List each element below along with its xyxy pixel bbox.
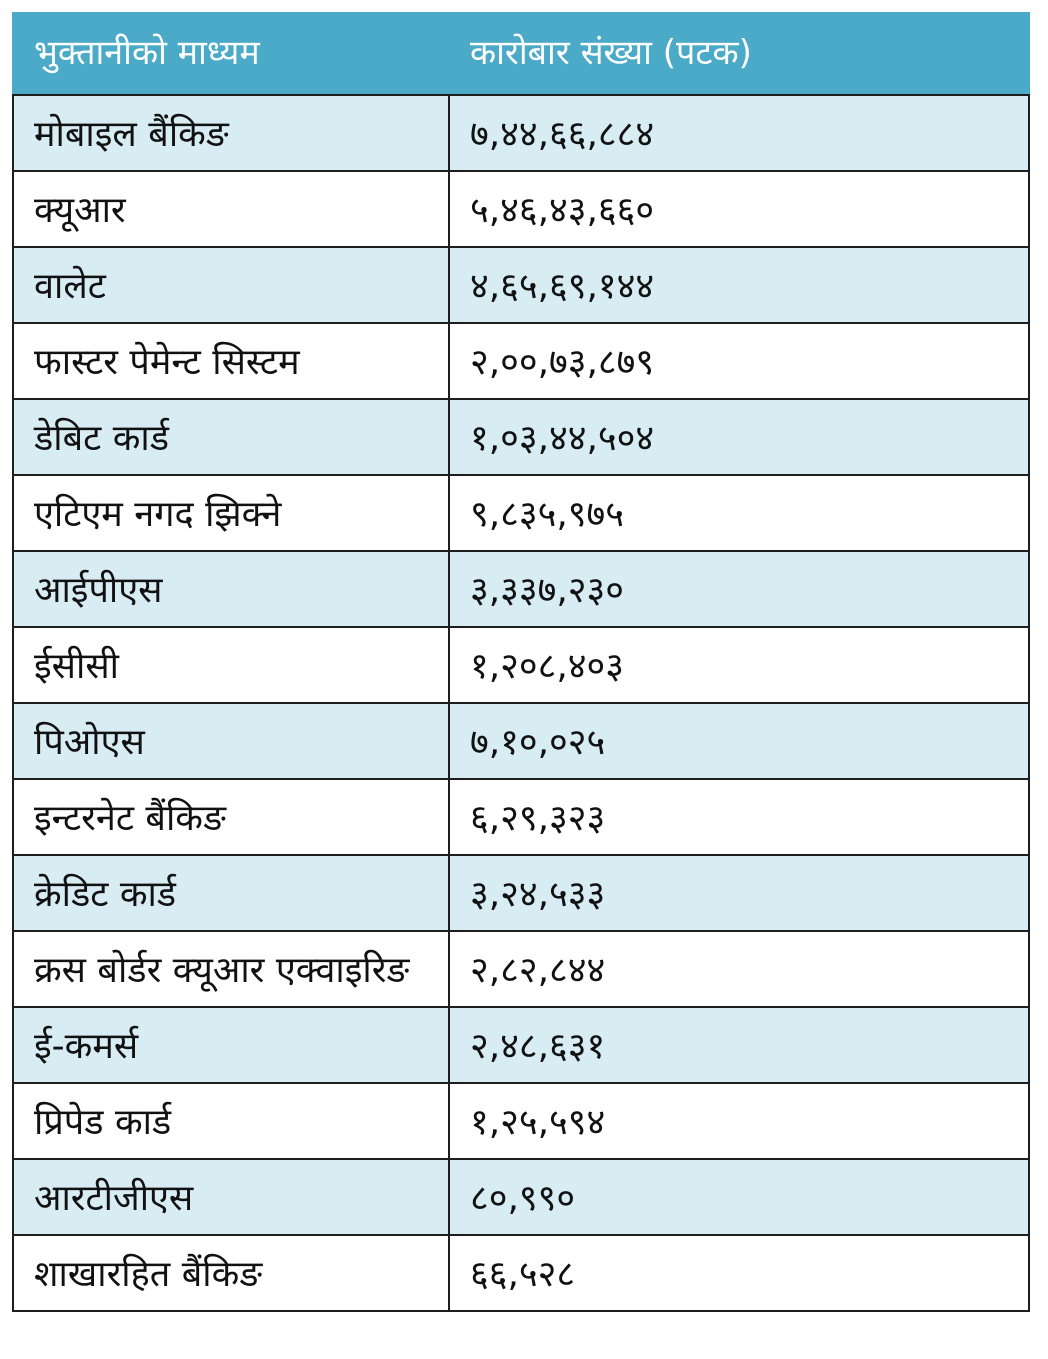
table-row [13, 247, 1029, 323]
payment-method-cell: क्रेडिट कार्ड [13, 855, 449, 931]
transaction-count-cell: ९,८३५,९७५ [449, 475, 1029, 551]
table-row [13, 931, 1029, 1007]
table-row [13, 475, 1029, 551]
table-row [13, 551, 1029, 627]
payment-method-cell: प्रिपेड कार्ड [13, 1083, 449, 1159]
payment-transactions-table-wrapper [12, 12, 1028, 1312]
table-row [13, 1159, 1029, 1235]
payment-method-cell: क्रस बोर्डर क्यूआर एक्वाइरिङ [13, 931, 449, 1007]
payment-method-cell: ईसीसी [13, 627, 449, 703]
payment-method-cell: मोबाइल बैंकिङ [13, 95, 449, 171]
transaction-count-cell: ५,४६,४३,६६० [449, 171, 1029, 247]
transaction-count-cell: ७,१०,०२५ [449, 703, 1029, 779]
table-header [13, 13, 1029, 95]
transaction-count-cell: २,००,७३,८७९ [449, 323, 1029, 399]
transaction-count-cell: ३,३३७,२३० [449, 551, 1029, 627]
table-row [13, 703, 1029, 779]
table-row [13, 1007, 1029, 1083]
transaction-count-cell: ३,२४,५३३ [449, 855, 1029, 931]
transaction-count-cell: २,८२,८४४ [449, 931, 1029, 1007]
payment-method-cell: डेबिट कार्ड [13, 399, 449, 475]
payment-method-cell: शाखारहित बैंकिङ [13, 1235, 449, 1311]
payment-transactions-table [12, 12, 1030, 1312]
transaction-count-cell: १,०३,४४,५०४ [449, 399, 1029, 475]
payment-method-cell: आरटीजीएस [13, 1159, 449, 1235]
table-row [13, 1083, 1029, 1159]
payment-method-cell: ई-कमर्स [13, 1007, 449, 1083]
transaction-count-cell: ६६,५२८ [449, 1235, 1029, 1311]
payment-method-cell: पिओएस [13, 703, 449, 779]
table-row [13, 171, 1029, 247]
header-payment-method: भुक्तानीको माध्यम [13, 13, 449, 95]
payment-method-cell: क्यूआर [13, 171, 449, 247]
table-row [13, 779, 1029, 855]
payment-method-cell: इन्टरनेट बैंकिङ [13, 779, 449, 855]
transaction-count-cell: १,२०८,४०३ [449, 627, 1029, 703]
table-row [13, 855, 1029, 931]
payment-method-cell: फास्टर पेमेन्ट सिस्टम [13, 323, 449, 399]
table-body [13, 95, 1029, 1311]
transaction-count-cell: १,२५,५९४ [449, 1083, 1029, 1159]
payment-method-cell: एटिएम नगद झिक्ने [13, 475, 449, 551]
transaction-count-cell: ८०,९९० [449, 1159, 1029, 1235]
transaction-count-cell: ४,६५,६९,१४४ [449, 247, 1029, 323]
payment-method-cell: वालेट [13, 247, 449, 323]
header-row [13, 13, 1029, 95]
payment-method-cell: आईपीएस [13, 551, 449, 627]
transaction-count-cell: ७,४४,६६,८८४ [449, 95, 1029, 171]
table-row [13, 95, 1029, 171]
table-row [13, 1235, 1029, 1311]
transaction-count-cell: ६,२९,३२३ [449, 779, 1029, 855]
transaction-count-cell: २,४८,६३१ [449, 1007, 1029, 1083]
table-row [13, 399, 1029, 475]
table-row [13, 627, 1029, 703]
header-transaction-count: कारोबार संख्या (पटक) [449, 13, 1029, 95]
table-row [13, 323, 1029, 399]
